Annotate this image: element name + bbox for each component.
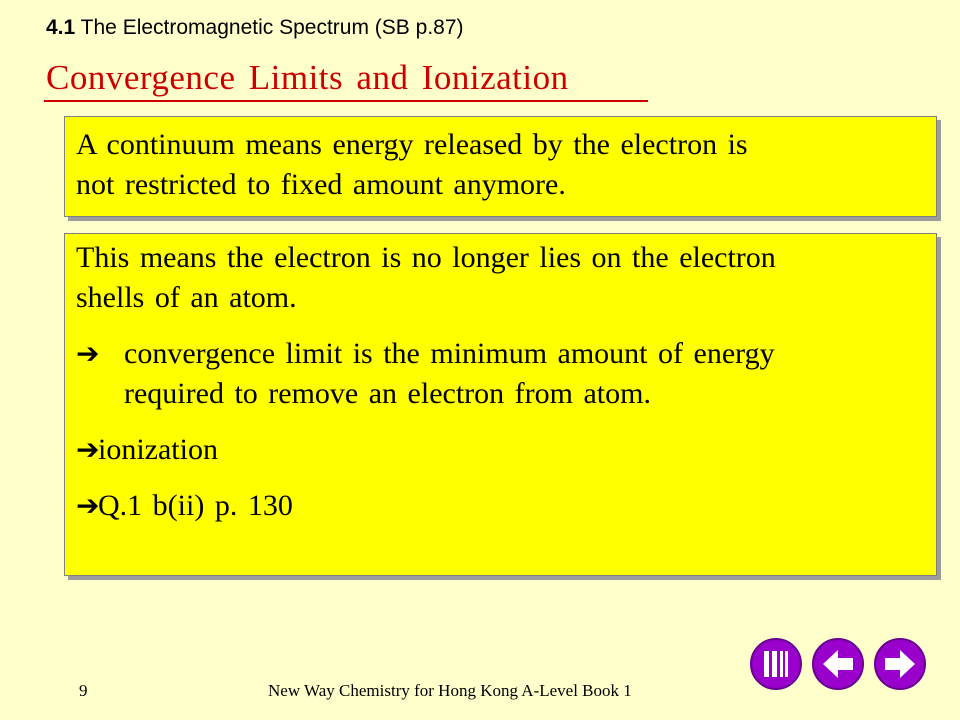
arrow-right-icon: ➔ xyxy=(76,433,100,466)
home-button[interactable] xyxy=(750,638,802,690)
box2-intro-line-1: This means the electron is no longer lies on the electron xyxy=(76,241,776,274)
bullet-question-reference xyxy=(76,486,926,526)
section-title: The Electromagnetic Spectrum (SB p.87) xyxy=(80,16,464,39)
bullet-1-line-2: required to remove an electron from atom. xyxy=(124,377,651,410)
box2-intro-line-2: shells of an atom. xyxy=(76,281,297,314)
bullet-ionization xyxy=(76,430,926,470)
continuum-text-box xyxy=(64,116,937,217)
explanation-text-box xyxy=(64,233,937,576)
arrow-right-icon: ➔ xyxy=(76,489,100,522)
next-slide-button[interactable] xyxy=(874,638,926,690)
arrow-right-icon: ➔ xyxy=(76,337,100,370)
home-bars-icon xyxy=(756,644,796,684)
bullet-2-text: ionization xyxy=(98,433,218,466)
previous-slide-button[interactable] xyxy=(812,638,864,690)
box1-line-1: A continuum means energy released by the electron is xyxy=(76,128,748,161)
slide-title: Convergence Limits and Ionization xyxy=(46,58,569,97)
bullet-convergence-limit xyxy=(76,334,926,414)
arrow-right-icon xyxy=(880,644,920,684)
bullet-1-line-1: convergence limit is the minimum amount of energy xyxy=(124,337,775,370)
arrow-left-icon xyxy=(818,644,858,684)
section-header xyxy=(46,16,464,40)
title-underline xyxy=(44,100,648,102)
box1-line-2: not restricted to fixed amount anymore. xyxy=(76,168,566,201)
section-number: 4.1 xyxy=(46,16,76,39)
slide-page-number: 9 xyxy=(79,681,88,700)
book-title-footer: New Way Chemistry for Hong Kong A-Level Book 1 xyxy=(268,681,632,700)
bullet-3-text: Q.1 b(ii) p. 130 xyxy=(98,489,293,522)
